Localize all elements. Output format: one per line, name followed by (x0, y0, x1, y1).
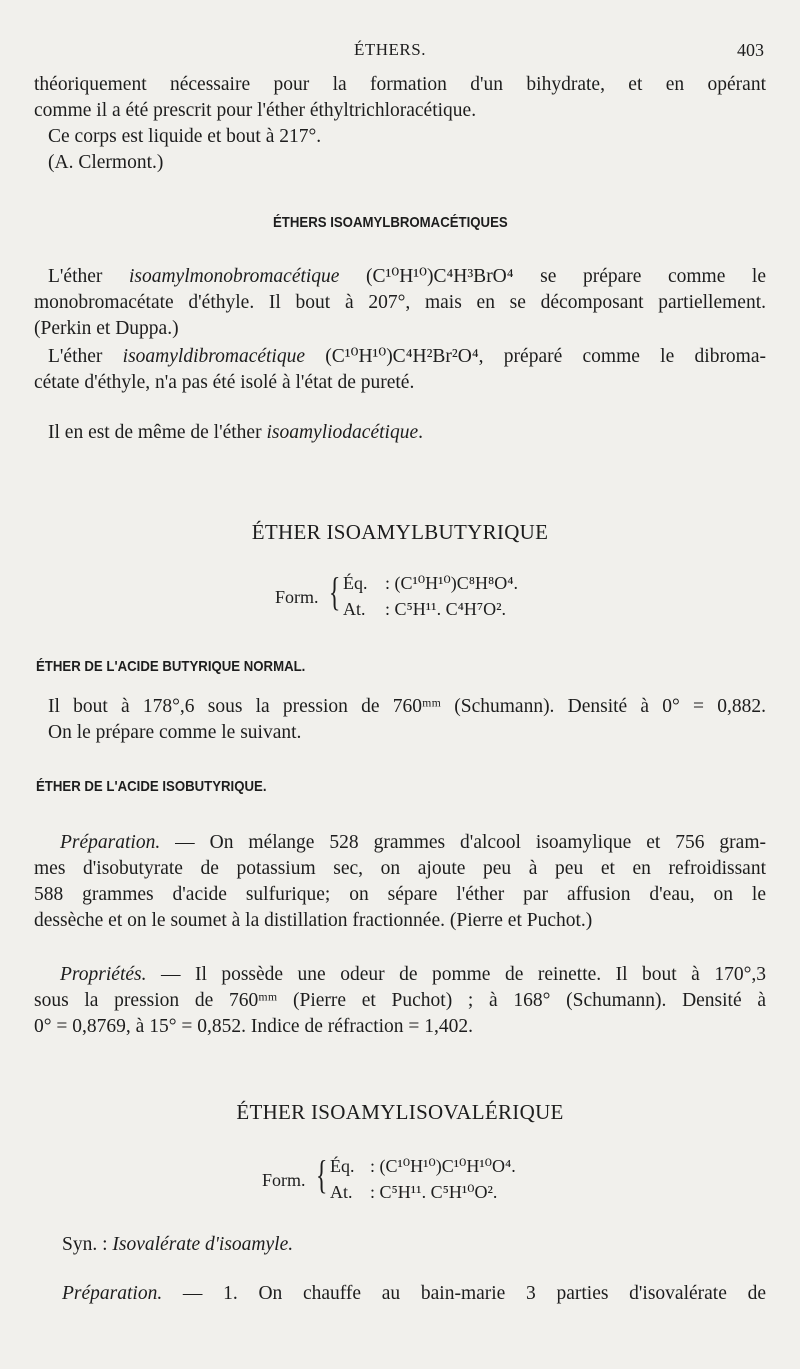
intro-line-4: (A. Clermont.) (48, 152, 164, 173)
page-number: 403 (737, 40, 764, 60)
synonym-line (62, 1232, 794, 1258)
brace-symbol: { (315, 1152, 328, 1197)
text-prefix: Il en est de même de l'éther (48, 422, 267, 443)
butyrique-normal-line-1: Il bout à 178°,6 sous la pression de 760ᵐᵐ (Schumann). Densité à 0° = 0,882. (48, 696, 766, 717)
brace-symbol: { (328, 569, 341, 614)
formula-at-label: At. (330, 1182, 353, 1202)
properties-label: Propriétés. (60, 964, 147, 985)
compound-name: isoamyldibromacétique (122, 346, 305, 367)
subsection-heading-isobutyrique: ÉTHER DE L'ACIDE ISOBUTYRIQUE. (36, 778, 267, 795)
butyrique-normal-line-2: On le prépare comme le suivant. (48, 722, 302, 743)
paragraph-monobromacetique-line-3: (Perkin et Duppa.) (34, 318, 179, 339)
formula-label: Form. (262, 1170, 306, 1190)
section-heading-isoamylbromacetiques: ÉTHERS ISOAMYLBROMACÉTIQUES (273, 214, 508, 231)
formula-eq-value: : (C¹⁰H¹⁰)C¹⁰H¹⁰O⁴. (370, 1156, 516, 1176)
preparation-line-4: dessèche et on le soumet à la distillation fractionnée. (Pierre et Puchot.) (34, 910, 593, 931)
synonym-value: Isovalérate d'isoamyle. (112, 1234, 294, 1255)
paragraph-monobromacetique-line-2: monobromacétate d'éthyle. Il bout à 207°, mais en se décomposant partiellement. (34, 292, 766, 313)
paragraph-iodacetique (48, 420, 780, 446)
preparation-line-2: mes d'isobutyrate de potassium sec, on ajoute peu à peu et en refroidissant (34, 858, 766, 879)
section-title-isoamylisovalerique: ÉTHER ISOAMYLISOVALÉRIQUE (236, 1100, 564, 1124)
paragraph-monobromacetique (48, 264, 766, 290)
formula-at-value: : C⁵H¹¹. C⁵H¹⁰O². (370, 1182, 498, 1202)
chemical-formula: (C¹⁰H¹⁰)C⁴H³BrO⁴ (366, 266, 514, 287)
preparation-text: — 1. On chauffe au bain-marie 3 parties d'isovalérate de (162, 1283, 766, 1304)
formula-eq-label: Éq. (330, 1156, 355, 1176)
intro-line-2: comme il a été prescrit pour l'éther éthyltrichloracétique. (34, 100, 477, 121)
preparation-text: — On mélange 528 grammes d'alcool isoamylique et 756 gram- (160, 832, 766, 853)
synonym-label: Syn. : (62, 1234, 113, 1255)
formula-label: Form. (275, 587, 319, 607)
page-header (0, 40, 800, 70)
text-rest: se prépare comme le (513, 266, 767, 287)
properties-text: — Il possède une odeur de pomme de reinette. Il bout à 170°,3 (146, 964, 766, 985)
preparation-line-1 (62, 1281, 766, 1307)
intro-line-1: théoriquement nécessaire pour la formation d'un bihydrate, et en opérant (34, 74, 766, 95)
preparation-label: Préparation. (60, 832, 161, 853)
text-prefix: L'éther (48, 346, 123, 367)
text-suffix: . (418, 422, 423, 443)
text-rest: , préparé comme le dibroma- (478, 346, 767, 367)
formula-eq-label: Éq. (343, 573, 368, 593)
compound-name: isoamyliodacétique (266, 422, 419, 443)
text-prefix: L'éther (48, 266, 129, 287)
chemical-formula: (C¹⁰H¹⁰)C⁴H²Br²O⁴ (325, 346, 479, 367)
paragraph-dibromacetique-line-2: cétate d'éthyle, n'a pas été isolé à l'état de pureté. (34, 372, 415, 393)
properties-line-2: sous la pression de 760ᵐᵐ (Pierre et Puchot) ; à 168° (Schumann). Densité à (34, 990, 766, 1011)
formula-at-value: : C⁵H¹¹. C⁴H⁷O². (385, 599, 507, 619)
formula-eq-value: : (C¹⁰H¹⁰)C⁸H⁸O⁴. (385, 573, 519, 593)
subsection-heading-butyrique-normal: ÉTHER DE L'ACIDE BUTYRIQUE NORMAL. (36, 658, 306, 675)
preparation-line-1 (60, 830, 766, 856)
section-title-isoamylbutyrique: ÉTHER ISOAMYLBUTYRIQUE (251, 520, 549, 544)
compound-name: isoamylmonobromacétique (128, 266, 340, 287)
preparation-line-3: 588 grammes d'acide sulfurique; on sépare l'éther par affusion d'eau, on le (34, 884, 766, 905)
properties-line-1 (60, 962, 766, 988)
preparation-label: Préparation. (62, 1283, 163, 1304)
running-title: ÉTHERS. (354, 40, 426, 59)
intro-line-3: Ce corps est liquide et bout à 217°. (48, 126, 322, 147)
paragraph-dibromacetique (48, 344, 766, 370)
properties-line-3: 0° = 0,8769, à 15° = 0,852. Indice de réfraction = 1,402. (34, 1016, 474, 1037)
formula-at-label: At. (343, 599, 366, 619)
